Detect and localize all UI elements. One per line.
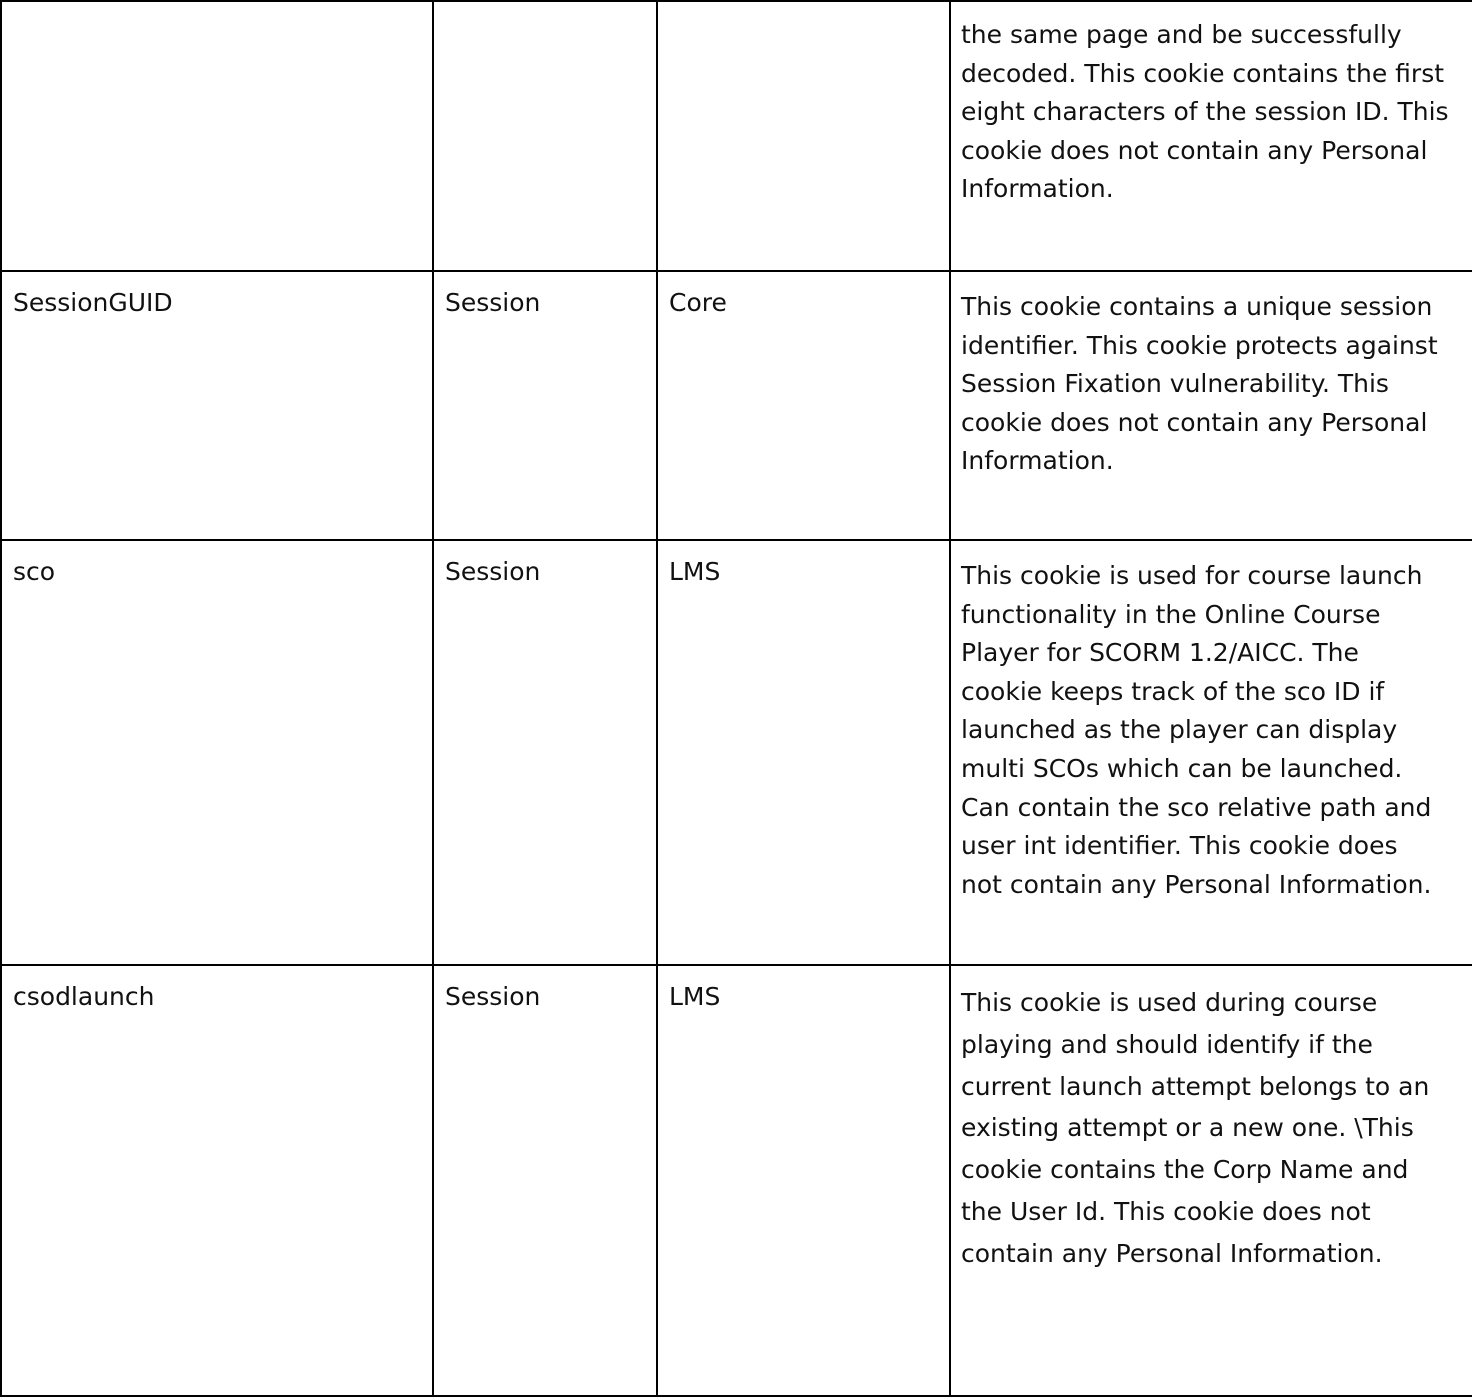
cookie-category-cell [657, 965, 950, 1396]
cookie-category: Core [669, 288, 727, 317]
cookie-name: sco [13, 557, 56, 586]
cookie-duration: Session [445, 982, 541, 1011]
cookie-duration-cell [433, 1, 657, 271]
cookie-description: This cookie is used for course launch functionality in the Online Course Player for SCORM 1.2/AICC. The cookie keeps track of the sco ID if launched as the player can display multi SCOs which can be launched. Can contain the sco relative path and user int identifier. This cookie does not contain any Personal Information. [961, 561, 1432, 899]
cookie-category-cell [657, 540, 950, 965]
cookie-description-cell [950, 271, 1472, 540]
table-row [1, 271, 1472, 540]
cookie-duration-cell [433, 540, 657, 965]
cookie-duration: Session [445, 288, 541, 317]
cookie-duration-cell [433, 271, 657, 540]
cookie-category-cell [657, 271, 950, 540]
cookie-description-cell [950, 1, 1472, 271]
cookie-name-cell [1, 271, 433, 540]
cookie-category: LMS [669, 557, 721, 586]
cookie-duration-cell [433, 965, 657, 1396]
cookie-name: csodlaunch [13, 982, 155, 1011]
cookie-name-cell [1, 540, 433, 965]
cookie-description-cell [950, 540, 1472, 965]
cookie-category: LMS [669, 982, 721, 1011]
cookie-description: This cookie contains a unique session identifier. This cookie protects against Session Fixation vulnerability. This cookie does not contain any Personal Information. [961, 292, 1438, 476]
cookie-description: the same page and be successfully decoded. This cookie contains the first eight characters of the session ID. This cookie does not contain any Personal Information. [961, 20, 1449, 204]
cookie-name: SessionGUID [13, 288, 173, 317]
cookie-name-cell [1, 1, 433, 271]
cookie-description-cell [950, 965, 1472, 1396]
table-row [1, 540, 1472, 965]
cookie-category-cell [657, 1, 950, 271]
cookie-name-cell [1, 965, 433, 1396]
cookie-duration: Session [445, 557, 541, 586]
table-row [1, 1, 1472, 271]
cookie-description: This cookie is used during course playing and should identify if the current launch attempt belongs to an existing attempt or a new one. \This cookie contains the Corp Name and the User Id. This cookie does not contain any Personal Information. [961, 988, 1430, 1268]
table-row [1, 965, 1472, 1396]
